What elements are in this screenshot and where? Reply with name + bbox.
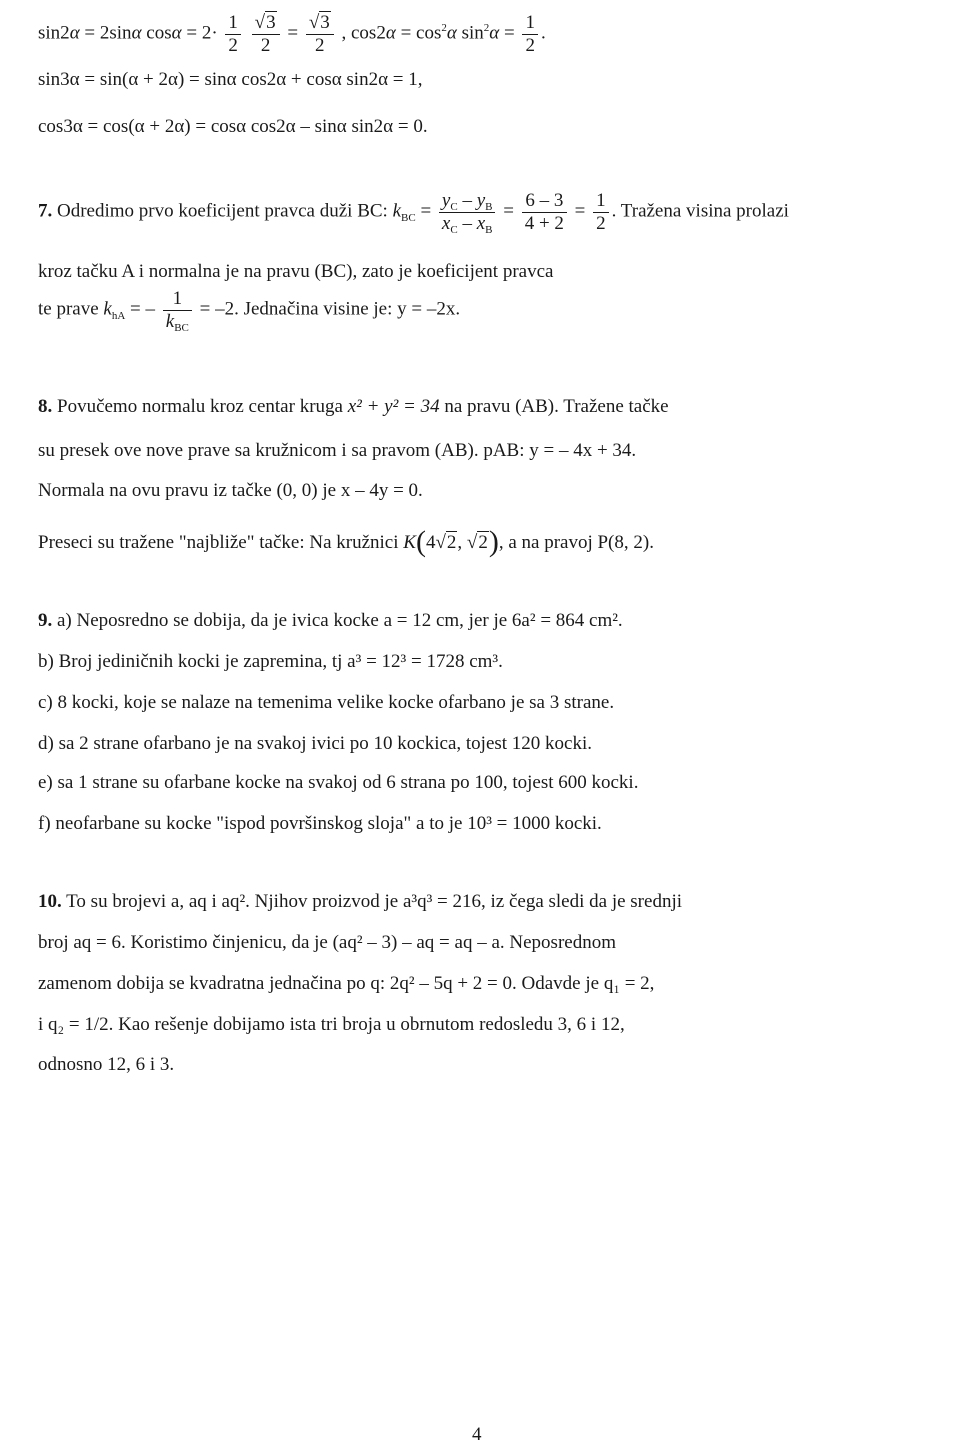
problem-8-line-4: Preseci su tražene "najbliže" tačke: Na kružnici K(4√2, √2), a na pravoj P(8, 2). (38, 525, 654, 558)
circle-equation: x² + y² = 34 (347, 396, 440, 417)
problem-10-line-4: i q₂ = 1/2. Kao rešenje dobijamo ista tri broja u obrnutom redosledu 3, 6 i 12, (38, 1014, 625, 1035)
text: = cos (395, 22, 442, 44)
problem-10-line-3: zamenom dobija se kvadratna jednačina po q: 2q² – 5q + 2 = 0. Odavde je q₁ = 2, (38, 973, 655, 994)
fraction: $\frac{1}{2}$ (522, 12, 538, 57)
text: . Tražena visina prolazi (611, 200, 789, 222)
text: = 2· (181, 22, 218, 44)
text: Preseci su tražene "najbliže" tačke: Na kružnici (38, 532, 404, 553)
problem-number: 8. (38, 396, 53, 417)
subscript: BC (401, 211, 416, 224)
problem-9-e: e) sa 1 strane su ofarbane kocke na svakoj od 6 strana po 100, tojest 600 kocki. (38, 772, 639, 793)
text: To su brojevi a, aq i aq². Njihov proizvod je a³q³ = 216, iz čega sledi da je srednji (61, 891, 682, 912)
trig-line-2: sin3α = sin(α + 2α) = sinα cos2α + cosα sin2α = 1, (38, 69, 423, 90)
trig-line-1: sin2α = 2sinα cosα = 2· $\frac{1}{2}$ $\frac{√3}{2}$ = $\frac{√3}{2}$ , $\cos 2\alpha = \cos^2\alpha$ $\sin^2\alpha$ = $\frac{1}{2}$ . (38, 12, 546, 56)
fraction: $\frac{1}{2}$ (593, 190, 609, 235)
text: , a na pravoj P(8, 2). (498, 532, 654, 553)
problem-9-c: c) 8 kocki, koje se nalaze na temenima velike kocke ofarbano je sa 3 strane. (38, 692, 615, 713)
text: , (457, 532, 467, 553)
trig-line-3: cos3α = cos(α + 2α) = cosα cos2α – sinα sin2α = 0. (38, 116, 428, 137)
text: = –2. Jednačina visine je: y = –2x. (194, 298, 461, 320)
subscript: hA (111, 309, 126, 322)
problem-number: 9. (38, 610, 53, 631)
problem-9-a (38, 611, 623, 630)
problem-7-line-2: kroz tačku A i normalna je na pravu (BC), zato je koeficijent pravca (38, 261, 554, 282)
text: 4 (425, 532, 436, 553)
problem-7-line-3 (38, 288, 460, 333)
text: = (415, 200, 436, 222)
problem-10-line-1 (38, 892, 682, 911)
fraction: $\frac{1}{2}$ (225, 12, 241, 57)
text: Povučemo normalu kroz centar kruga (52, 396, 348, 417)
sqrt: √2 (435, 532, 457, 553)
problem-9-b: b) Broj jediničnih kocki je zapremina, tj a³ = 12³ = 1728 cm³. (38, 651, 503, 672)
sqrt: √2 (466, 532, 488, 553)
text: = – (125, 298, 156, 320)
problem-8-line-3: Normala na ovu pravu iz tačke (0, 0) je x – 4y = 0. (38, 480, 423, 501)
fraction: $\frac{6 - 3}{4 + 2}$ (522, 190, 567, 235)
problem-8-line-1 (38, 397, 669, 416)
problem-number: 10. (38, 891, 62, 912)
text: sin2 (38, 22, 70, 44)
problem-8-line-2: su presek ove nove prave sa kružnicom i sa pravom (AB). pAB: y = – 4x + 34. (38, 440, 637, 461)
problem-10-line-2: broj aq = 6. Koristimo činjenicu, da je (aq² – 3) – aq = aq – a. Neposrednom (38, 932, 616, 953)
text: , cos2 (341, 22, 386, 44)
problem-7-line-1: 7. Odredimo prvo koeficijent pravca duži BC: $k_{BC}$ = $\frac{y_C - y_B}{x_C - x_B}$ = $\frac{6 - 3}{4 + 2}$ = $\frac{1}{2}$ . Tražena visina prolazi (38, 190, 789, 236)
text: na pravu (AB). Tražene tačke (439, 396, 669, 417)
fraction: $\frac{√3}{2}$ (306, 12, 334, 57)
problem-9-f: f) neofarbane su kocke "ispod površinskog sloja" a to je 10³ = 1000 kocki. (38, 813, 602, 834)
fraction: $\frac{y_C - y_B}{x_C - x_B}$ (439, 190, 496, 235)
text: sin (456, 22, 484, 44)
fraction: $\frac{√3}{2}$ (252, 12, 280, 57)
problem-9-d: d) sa 2 strane ofarbano je na svakoj ivici po 10 kockica, tojest 120 kocki. (38, 733, 593, 754)
text: k (392, 200, 402, 222)
problem-number: 7. (38, 200, 53, 222)
text: k (103, 298, 112, 320)
text: . (540, 22, 546, 44)
text: = (499, 22, 515, 44)
problem-10-line-5: odnosno 12, 6 i 3. (38, 1054, 175, 1075)
text: = 2sin (79, 22, 132, 44)
text: te prave (38, 298, 104, 320)
text: cos (141, 22, 172, 44)
text: Odredimo prvo koeficijent pravca duži BC: (52, 200, 393, 222)
text: K (403, 532, 416, 553)
text: a) Neposredno se dobija, da je ivica kocke a = 12 cm, jer je 6a² = 864 cm². (52, 610, 623, 631)
fraction: $\frac{1}{k_{BC}}$ (163, 288, 192, 333)
page-number: 4 (472, 1424, 482, 1445)
